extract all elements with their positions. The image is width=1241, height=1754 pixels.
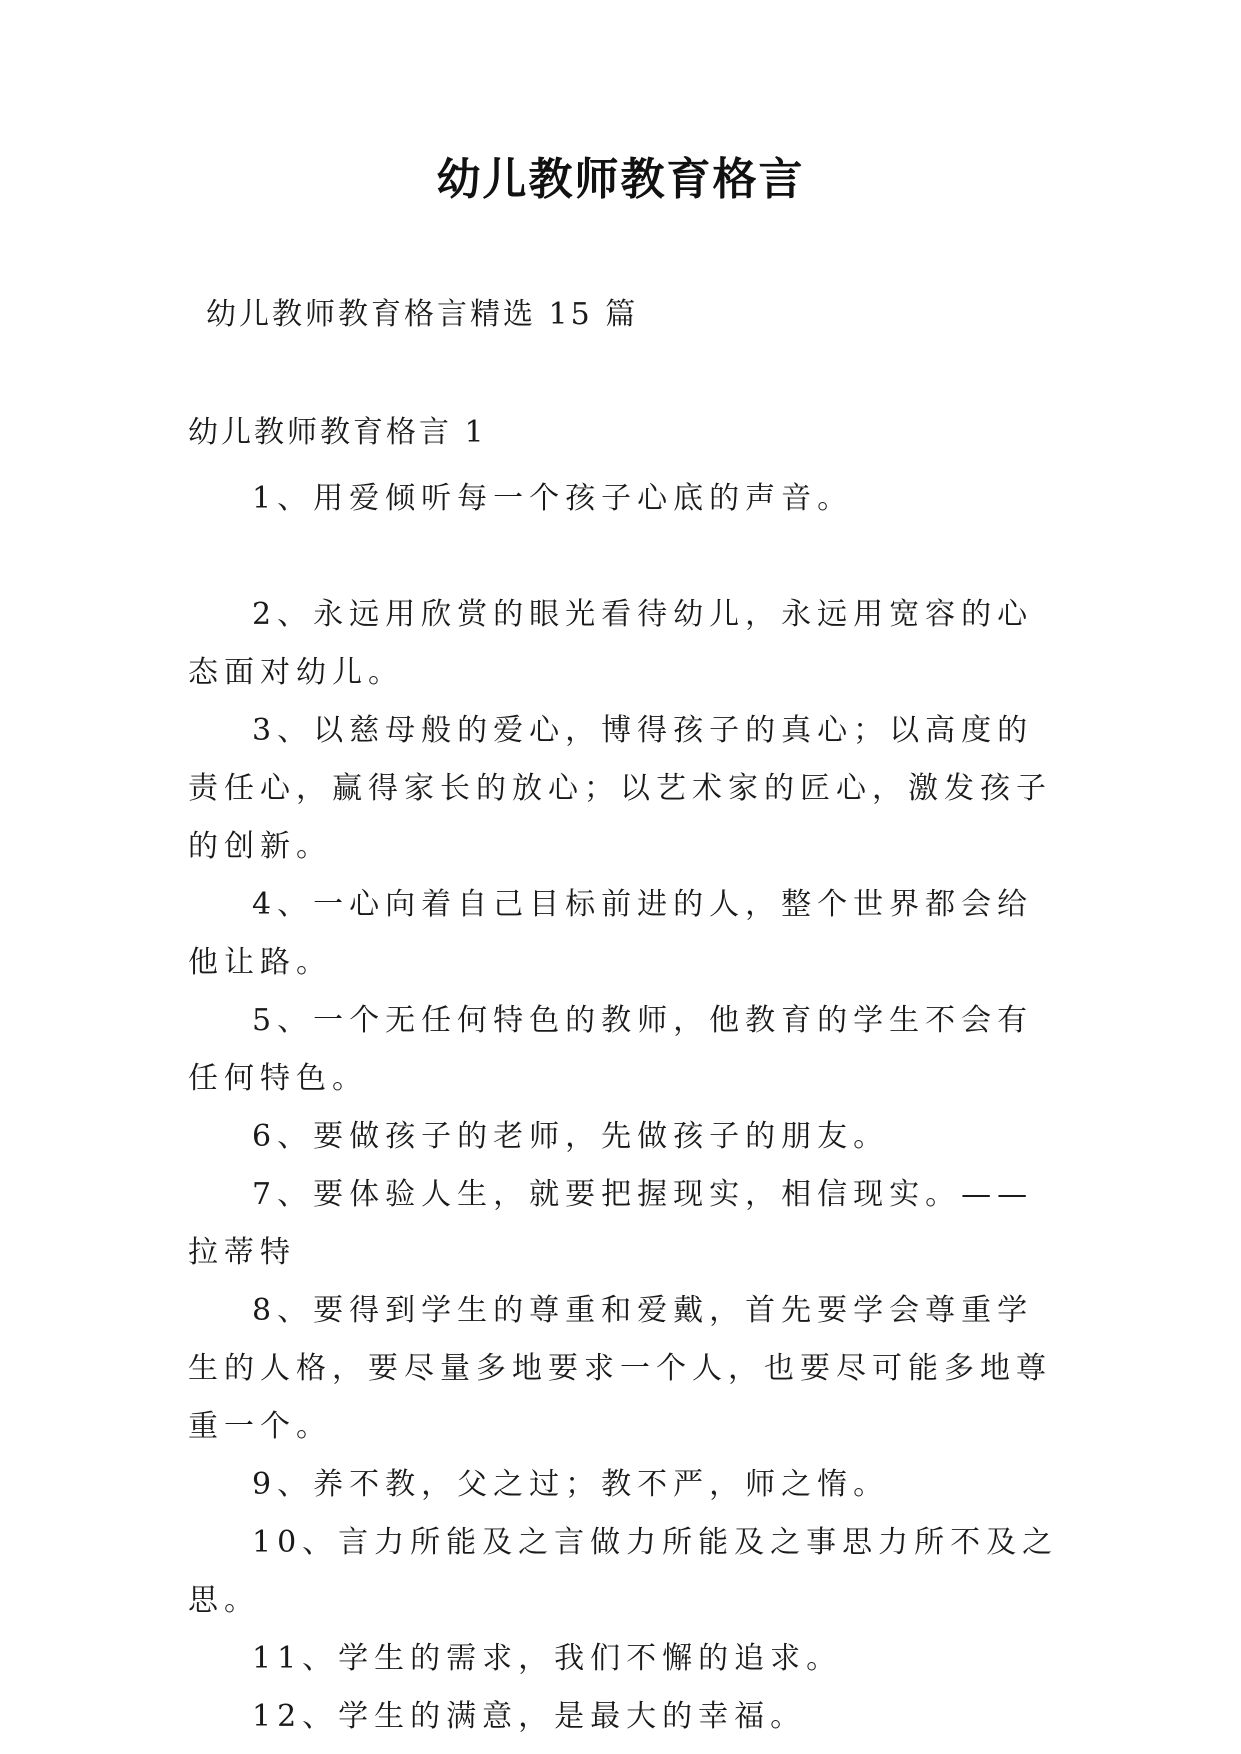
quote-item-4: 4、一心向着自己目标前进的人，整个世界都会给他让路。: [188, 887, 1034, 980]
quote-item-11: 11、学生的需求，我们不懈的追求。: [252, 1641, 843, 1676]
quote-item-8: 8、要得到学生的尊重和爱戴，首先要学会尊重学生的人格，要尽量多地要求一个人，也要尽可能多地尊重一个。: [188, 1293, 1052, 1444]
quote-item-7: 7、要体验人生，就要把握现实，相信现实。——拉蒂特: [188, 1177, 1034, 1270]
quote-item-5: 5、一个无任何特色的教师，他教育的学生不会有任何特色。: [188, 1003, 1034, 1096]
document-subtitle: 幼儿教师教育格言精选 15 篇: [206, 297, 639, 332]
quote-item-1: 1、用爱倾听每一个孩子心底的声音。: [252, 481, 854, 516]
document-title: 幼儿教师教育格言: [436, 154, 805, 205]
quote-item-10: 10、言力所能及之言做力所能及之事思力所不及之思。: [188, 1525, 1059, 1618]
quote-item-2: 2、永远用欣赏的眼光看待幼儿，永远用宽容的心态面对幼儿。: [188, 597, 1034, 690]
quote-item-3: 3、以慈母般的爱心，博得孩子的真心；以高度的责任心，赢得家长的放心；以艺术家的匠心，激发孩子的创新。: [188, 713, 1052, 864]
section-heading: 幼儿教师教育格言 1: [188, 415, 487, 450]
quote-item-9: 9、养不教，父之过；教不严，师之惰。: [252, 1467, 890, 1502]
quote-list: [188, 470, 1068, 1746]
quote-item-12: 12、学生的满意，是最大的幸福。: [252, 1699, 807, 1734]
quote-item-6: 6、要做孩子的老师，先做孩子的朋友。: [252, 1119, 890, 1154]
